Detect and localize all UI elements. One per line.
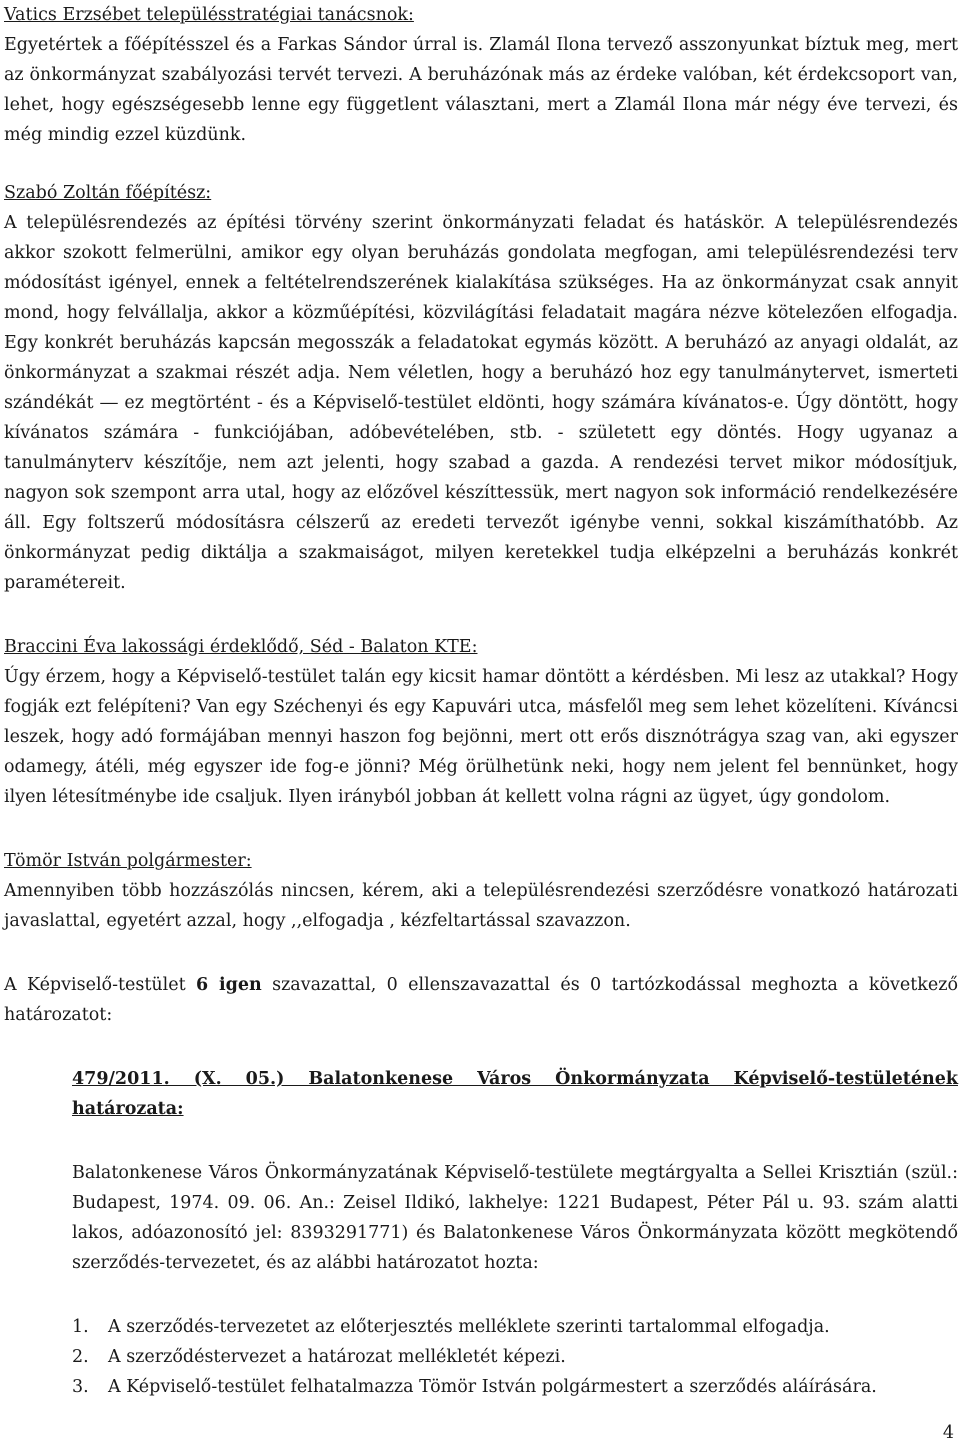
speaker-heading: Szabó Zoltán főépítész: [4, 183, 212, 203]
speech-paragraph: Egyetértek a főépítésszel és a Farkas Sándor úrral is. Zlamál Ilona tervező asszonyunkat bíztuk meg, mert az önkormányzat szabályozási tervét tervezi. A beruházónak más az érdeke valóban, két érdekcsoport van, lehet, hogy egészségesebb lenne egy függetlent választani, mert a Zlamál Ilona már négy éve tervezi, és még mindig ezzel küzdünk. [4, 35, 958, 145]
list-item-text: A Képviselő-testület felhatalmazza Tömör István polgármestert a szerződés aláírására. [108, 1377, 877, 1397]
list-item-number: 3. [72, 1377, 89, 1397]
speaker-heading: Vatics Erzsébet településstratégiai tanácsnok: [4, 5, 414, 25]
speaker-heading: Tömör István polgármester: [4, 851, 252, 871]
list-item [72, 1342, 958, 1372]
speech-paragraph: Úgy érzem, hogy a Képviselő-testület talán egy kicsit hamar döntött a kérdésben. Mi lesz az utakkal? Hogy fogják ezt felépíteni? Van egy Széchenyi és egy Kapuvári utca, másfelől meg sem lehet közelíteni. Kíváncsi leszek, hogy adó formájában mennyi haszon fog bejönni, mert ott erős disznótrágya szag van, aki egyszer odamegy, átéli, még egyszer ide fog-e jönni? Még örülhetünk neki, hogy nem jelent fel bennünket, hogy ilyen létesítménybe ide csaljuk. Ilyen irányból jobban át kellett volna rágni az ügyet, úgy gondolom. [4, 667, 958, 807]
speech-paragraph: A településrendezés az építési törvény szerint önkormányzati feladat és hatáskör. A településrendezés akkor szokott felmerülni, amikor egy olyan beruházás gondolata megfogan, ami településrendezési terv módosítást igényel, ennek a feltételrendszerének kialakítása szükséges. Ha az önkormányzat csak annyit mond, hogy felvállalja, akkor a közműépítési, közvilágítási feladatait magára nézve kötelezően elfogadja. Egy konkrét beruházás kapcsán megosszák a feladatokat egymás között. A beruházó az anyagi oldalát, az önkormányzat a szakmai részét adja. Nem véletlen, hogy a beruházó hoz egy tanulmánytervet, ismerteti szándékát ― ez megtörtént - és a Képviselő-testület eldönti, hogy számára kívánatos-e. Úgy döntött, hogy kívánatos számára - funkciójában, adóbevételében, stb. - született egy döntés. Hogy ugyanaz a tanulmányterv készítője, nem azt jelenti, hogy szabad a gazda. A rendezési tervet mikor módosítjuk, nagyon sok szempont arra utal, hogy az előzővel készíttessük, mert nagyon sok információ rendelkezésére áll. Egy foltszerű módosításra célszerű az eredeti tervezőt igénybe venni, sokkal kiszámíthatóbb. Az önkormányzat pedig diktálja a szakmaiságot, milyen keretekkel tudja elképzelni a beruházás konkrét paramétereit. [4, 213, 958, 593]
resolution-block [72, 1064, 958, 1402]
resolution-title: 479/2011. (X. 05.) Balatonkenese Város Önkormányzata Képviselő-testületének határozata: [72, 1069, 958, 1119]
list-item-number: 2. [72, 1347, 89, 1367]
document-page [4, 0, 958, 1402]
vote-count: 6 igen [195, 975, 262, 995]
list-item [72, 1312, 958, 1342]
speaker-heading: Braccini Éva lakossági érdeklődő, Séd - Balaton KTE: [4, 637, 478, 657]
resolution-body: Balatonkenese Város Önkormányzatának Képviselő-testülete megtárgyalta a Sellei Krisztián (szül.: Budapest, 1974. 09. 06. An.: Zeisel Ildikó, lakhelye: 1221 Budapest, Péter Pál u. 93. szám alatti lakos, adóazonosító jel: 8393291771) és Balatonkenese Város Önkormányzata között megkötendő szerződés-tervezetet, és az alábbi határozatot hozta: [72, 1163, 958, 1273]
list-item-text: A szerződéstervezet a határozat mellékletét képezi. [108, 1347, 566, 1367]
list-item [72, 1372, 958, 1402]
vote-result [4, 970, 958, 1030]
list-item-text: A szerződés-tervezetet az előterjesztés melléklete szerinti tartalommal elfogadja. [108, 1317, 830, 1337]
list-item-number: 1. [72, 1317, 89, 1337]
vote-after: szavazattal, 0 ellenszavazattal és 0 tartózkodással meghozta a következő határozatot: [4, 975, 959, 1025]
resolution-list [72, 1312, 958, 1402]
speech-paragraph: Amennyiben több hozzászólás nincsen, kérem, aki a településrendezési szerződésre vonatkozó határozati javaslattal, egyetért azzal, hogy ,,elfogadja , kézfeltartással szavazzon. [4, 881, 958, 931]
vote-before: A Képviselő-testület [4, 975, 196, 995]
page-number: 4 [942, 1423, 954, 1443]
